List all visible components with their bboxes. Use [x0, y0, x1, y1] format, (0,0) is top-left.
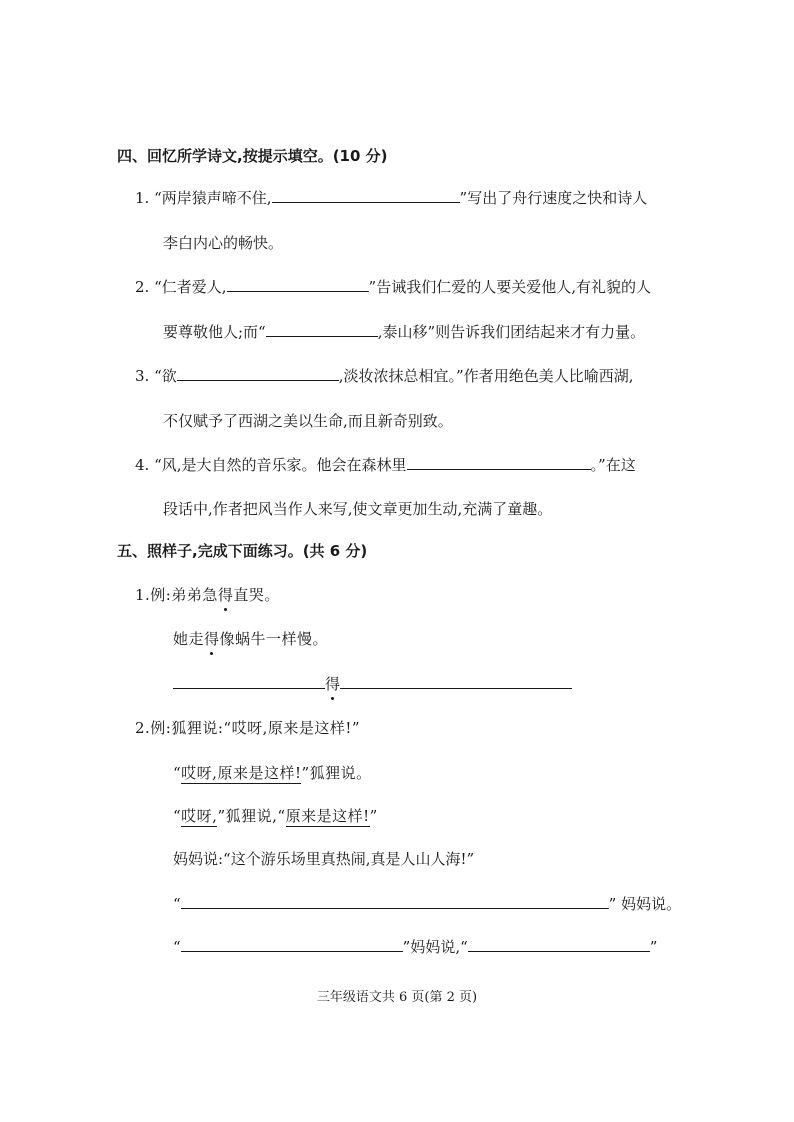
question-4-1-line2: 李白内心的畅快。 [163, 234, 284, 252]
example-2-task: 妈妈说:“这个游乐场里真热闹,真是人山人海!” [173, 850, 475, 868]
example-1-fill [173, 674, 572, 694]
question-4-2-line2: 要尊敬他人;而“ ,泰山移”则告诉我们团结起来才有力量。 [163, 323, 646, 341]
page-footer: 三年级语文共 6 页(第 2 页) [316, 990, 478, 1005]
blank-5-1b[interactable] [340, 674, 572, 689]
example-1: 1.例:弟弟急得直哭。 [135, 586, 280, 604]
example-2-line3: “哎呀,”狐狸说,“原来是这样!” [173, 807, 378, 825]
blank-5-2c[interactable] [468, 937, 650, 952]
blank-4-1[interactable] [272, 188, 460, 203]
blank-5-1a[interactable] [173, 674, 325, 689]
blank-5-2b[interactable] [181, 937, 403, 952]
example-2-fill2: “ ”妈妈说,“ ” [173, 938, 658, 956]
example-2: 2.例:狐狸说:“哎呀,原来是这样!” [135, 719, 361, 737]
example-2-fill1: “ ” 妈妈说。 [173, 895, 682, 913]
blank-4-4[interactable] [407, 455, 591, 470]
example-1-line2: 她走得像蜗牛一样慢。 [173, 630, 329, 648]
blank-5-2a[interactable] [181, 894, 609, 909]
section-4-title: 四、回忆所学诗文,按提示填空。(10 分) [117, 147, 388, 165]
question-4-3-line2: 不仅赋予了西湖之美以生命,而且新奇别致。 [163, 412, 453, 430]
blank-4-2a[interactable] [227, 277, 369, 292]
emphasis-de: 得 [217, 586, 234, 604]
fill-de: 得 [325, 675, 341, 693]
question-4-4: 4. “风,是大自然的音乐家。他会在森林里 。”在这 [135, 456, 636, 474]
blank-4-2b[interactable] [266, 322, 378, 337]
section-5-title: 五、照样子,完成下面练习。(共 6 分) [117, 542, 368, 560]
blank-4-3[interactable] [177, 366, 339, 381]
question-4-2: 2. “仁者爱人, ”告诫我们仁爱的人要关爱他人,有礼貌的人 [135, 278, 651, 296]
question-4-1: 1. “两岸猿声啼不住, ”写出了舟行速度之快和诗人 [135, 189, 648, 207]
emphasis-de-2: 得 [204, 630, 220, 648]
question-4-4-line2: 段话中,作者把风当作人来写,使文章更加生动,充满了童趣。 [163, 500, 553, 518]
question-4-3: 3. “欲 ,淡妆浓抹总相宜。”作者用绝色美人比喻西湖, [135, 367, 634, 385]
example-2-line2: “哎呀,原来是这样!”狐狸说。 [173, 764, 372, 782]
